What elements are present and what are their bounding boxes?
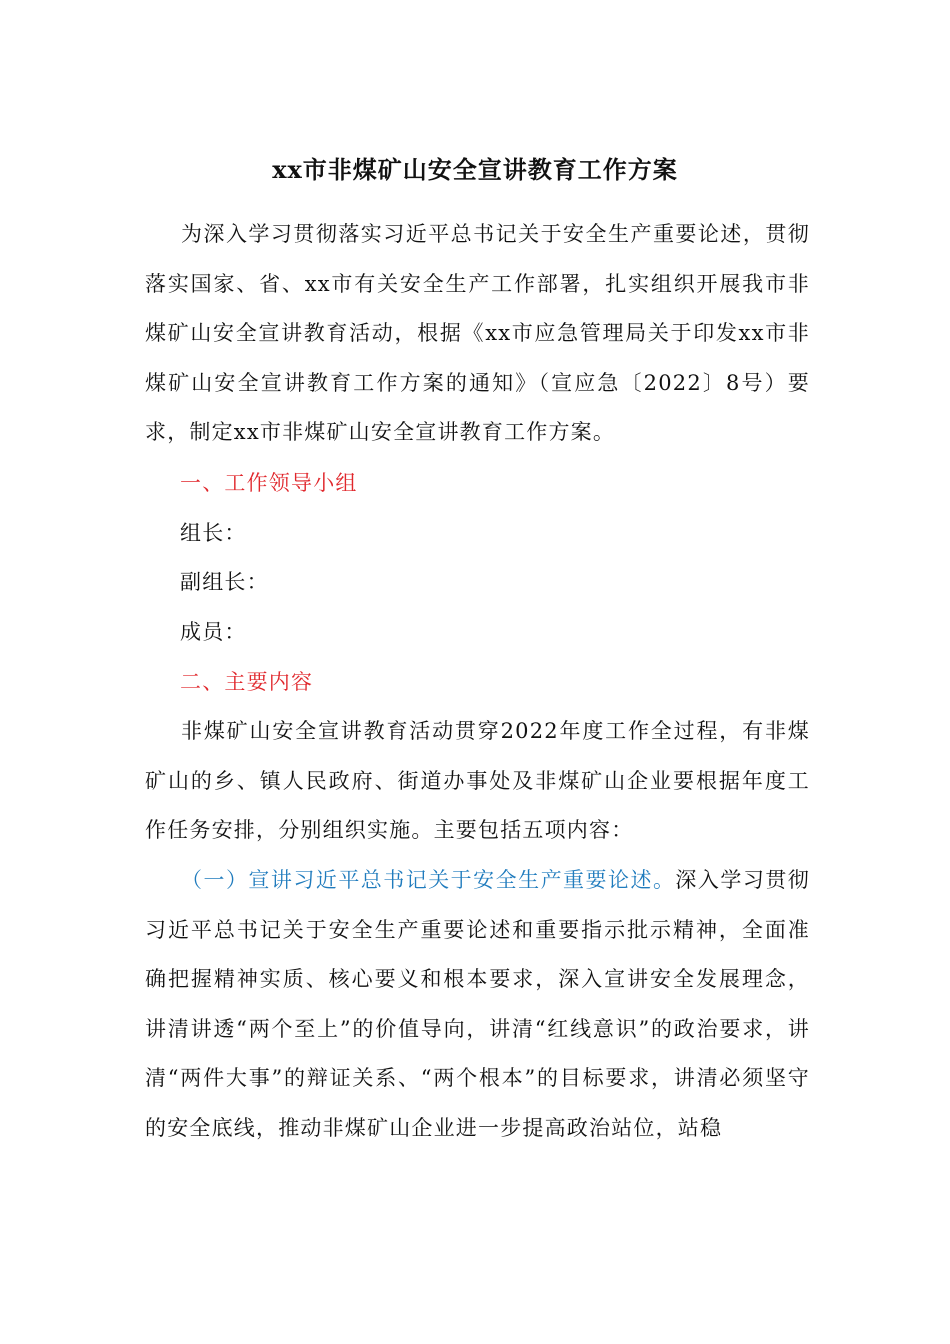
document-title: xx市非煤矿山安全宣讲教育工作方案 (272, 155, 678, 184)
section1-heading: 一、工作领导小组 (180, 471, 358, 495)
section2-heading: 二、主要内容 (180, 670, 314, 694)
deputy-leader-line: 副组长： (180, 570, 269, 594)
item1-paragraph (145, 856, 810, 1154)
leader-line: 组长： (180, 521, 247, 545)
item1-body: 深入学习贯彻习近平总书记关于安全生产重要论述和重要指示批示精神，全面准确把握精神实质、核心要义和根本要求，深入宣讲安全发展理念，讲清讲透“两个至上”的价值导向，讲清“红线意识”的政治要求，讲清“两件大事”的辩证关系、“两个根本”的目标要求，讲清必须坚守的安全底线，推动非煤矿山企业进一步提高政治站位，站稳 (145, 868, 810, 1140)
members-line: 成员： (180, 620, 247, 644)
item1-lead: （一）宣讲习近平总书记关于安全生产重要论述。 (181, 868, 676, 892)
section2-intro-paragraph: 非煤矿山安全宣讲教育活动贯穿2022年度工作全过程，有非煤矿山的乡、镇人民政府、街道办事处及非煤矿山企业要根据年度工作任务安排，分别组织实施。主要包括五项内容： (145, 719, 810, 843)
intro-paragraph: 为深入学习贯彻落实习近平总书记关于安全生产重要论述，贯彻落实国家、省、xx市有关安全生产工作部署，扎实组织开展我市非煤矿山安全宣讲教育活动，根据《xx市应急管理局关于印发xx市非煤矿山安全宣讲教育工作方案的通知》（宣应急〔2022〕8号）要求，制定xx市非煤矿山安全宣讲教育工作方案。 (145, 222, 810, 445)
